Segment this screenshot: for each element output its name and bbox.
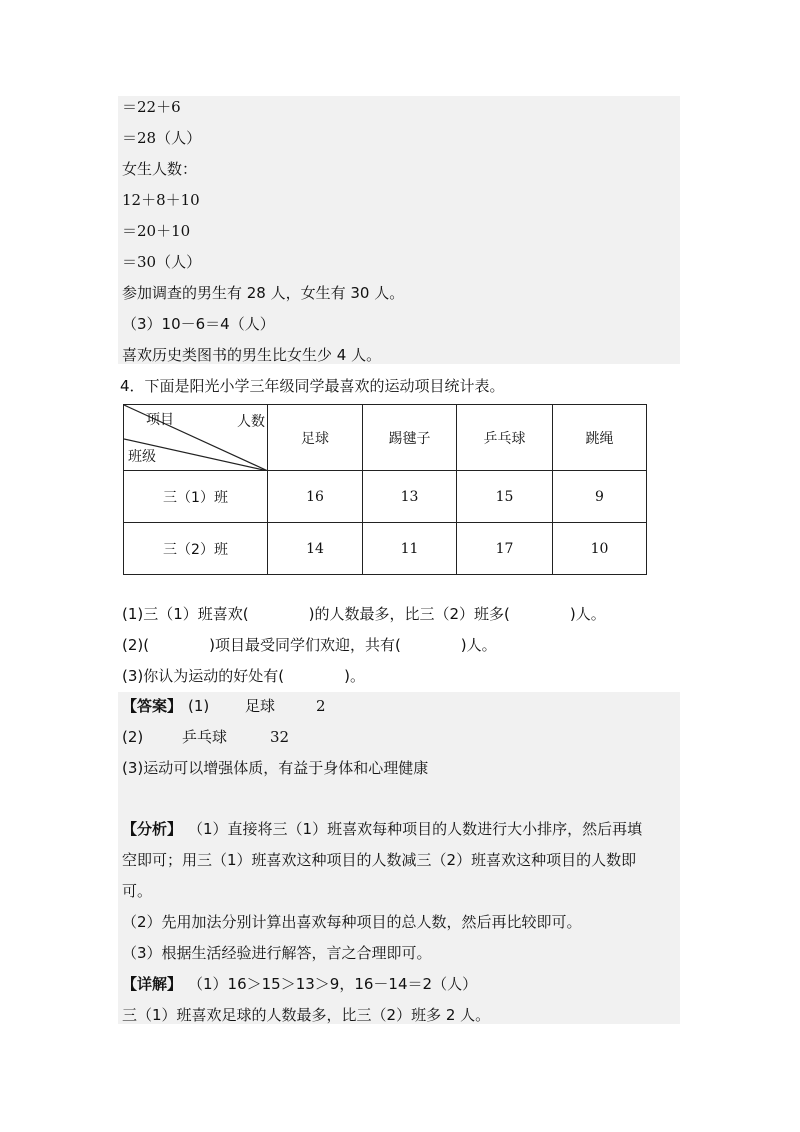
detail-label: 【详解】 [122,975,183,993]
header-item-label: 项目 [146,412,174,428]
row-label: 三（2）班 [124,523,268,575]
table-cell: 17 [457,523,553,575]
analysis-label: 【分析】 [122,820,183,838]
table-cell: 15 [457,471,553,523]
question-part-2: (2)( )项目最受同学们欢迎，共有( )人。 [122,636,497,654]
solution-line: ＝30（人） [122,253,202,271]
column-header: 乒乓球 [457,405,553,471]
answer-3: (3)运动可以增强体质，有益于身体和心理健康 [122,759,429,777]
column-header: 跳绳 [553,405,647,471]
detail-line: （1）16＞15＞13＞9，16－14＝2（人） [188,975,478,993]
header-people-label: 人数 [237,414,265,430]
row-label: 三（1）班 [124,471,268,523]
column-header: 足球 [268,405,363,471]
question-title: 4．下面是阳光小学三年级同学最喜欢的运动项目统计表。 [120,377,505,395]
table-cell: 10 [553,523,647,575]
answer-2-number: (2) [122,728,144,746]
solution-line: 12＋8＋10 [122,191,200,209]
analysis-line: 可。 [122,882,153,900]
answer-label: 【答案】 [122,697,183,715]
sports-table [123,404,647,575]
table-cell: 14 [268,523,363,575]
question-part-3: (3)你认为运动的好处有( )。 [122,667,365,685]
solution-line: ＝28（人） [122,129,202,147]
answer-1-number: (1) [188,697,210,715]
table-corner-cell [124,405,268,471]
analysis-line: 空即可；用三（1）班喜欢这种项目的人数减三（2）班喜欢这种项目的人数即 [122,851,637,869]
table-cell: 16 [268,471,363,523]
solution-line: ＝20＋10 [122,222,191,240]
solution-line: ＝22＋6 [122,98,181,116]
solution-line: 参加调查的男生有 28 人，女生有 30 人。 [122,284,405,302]
question-part-1: (1)三（1）班喜欢( )的人数最多，比三（2）班多( )人。 [122,605,606,623]
analysis-line: （3）根据生活经验进行解答，言之合理即可。 [122,944,432,962]
analysis-line: （1）直接将三（1）班喜欢每种项目的人数进行大小排序，然后再填 [188,820,643,838]
solution-line: 女生人数： [122,160,198,178]
table-row [124,523,647,575]
table-cell: 11 [363,523,457,575]
answer-2-value-1: 乒乓球 [182,728,228,746]
solution-line: 喜欢历史类图书的男生比女生少 4 人。 [122,346,382,364]
answer-1-value-1: 足球 [245,697,276,715]
answer-2-value-2: 32 [270,728,290,746]
column-header: 踢毽子 [363,405,457,471]
header-class-label: 班级 [128,449,156,465]
table-row [124,471,647,523]
table-cell: 9 [553,471,647,523]
detail-line: 三（1）班喜欢足球的人数最多，比三（2）班多 2 人。 [122,1006,491,1024]
table-cell: 13 [363,471,457,523]
analysis-line: （2）先用加法分别计算出喜欢每种项目的总人数，然后再比较即可。 [122,913,582,931]
table-header-row [124,405,647,471]
answer-1-value-2: 2 [316,697,326,715]
solution-line: （3）10－6＝4（人） [122,315,275,333]
